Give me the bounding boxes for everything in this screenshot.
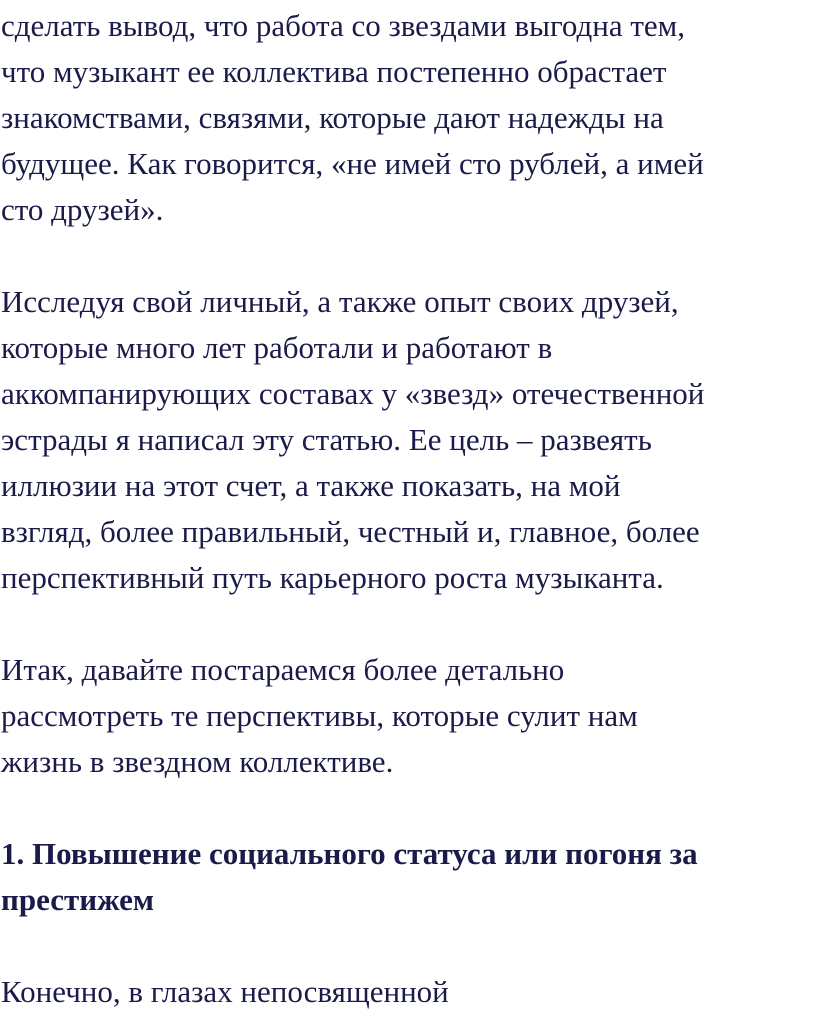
text-line: эстрады я написал эту статью. Ее цель – развеять <box>1 422 652 457</box>
text-line: рассмотреть те перспективы, которые сулит нам <box>1 698 638 733</box>
text-line: что музыкант ее коллектива постепенно обрастает <box>1 54 667 89</box>
text-line: Итак, давайте постараемся более детально <box>1 652 565 687</box>
text-line: сто друзей». <box>1 192 164 227</box>
text-line: аккомпанирующих составах у «звезд» отечественной <box>1 376 705 411</box>
text-line: Исследуя свой личный, а также опыт своих друзей, <box>1 284 679 319</box>
text-line: жизнь в звездном коллективе. <box>1 744 394 779</box>
text-line: иллюзии на этот счет, а также показать, на мой <box>1 468 621 503</box>
text-line: перспективный путь карьерного роста музыканта. <box>1 560 664 595</box>
text-line: взгляд, более правильный, честный и, главное, более <box>1 514 700 549</box>
section-heading-line: престижем <box>1 882 155 917</box>
text-line: сделать вывод, что работа со звездами выгодна тем, <box>1 8 686 43</box>
text-line: знакомствами, связями, которые дают надежды на <box>1 100 664 135</box>
section-heading-line: 1. Повышение социального статуса или погоня за <box>1 836 698 871</box>
text-line: Конечно, в глазах непосвященной <box>1 974 449 1009</box>
text-line: будущее. Как говорится, «не имей сто рублей, а имей <box>1 146 704 181</box>
text-line: которые много лет работали и работают в <box>1 330 553 365</box>
